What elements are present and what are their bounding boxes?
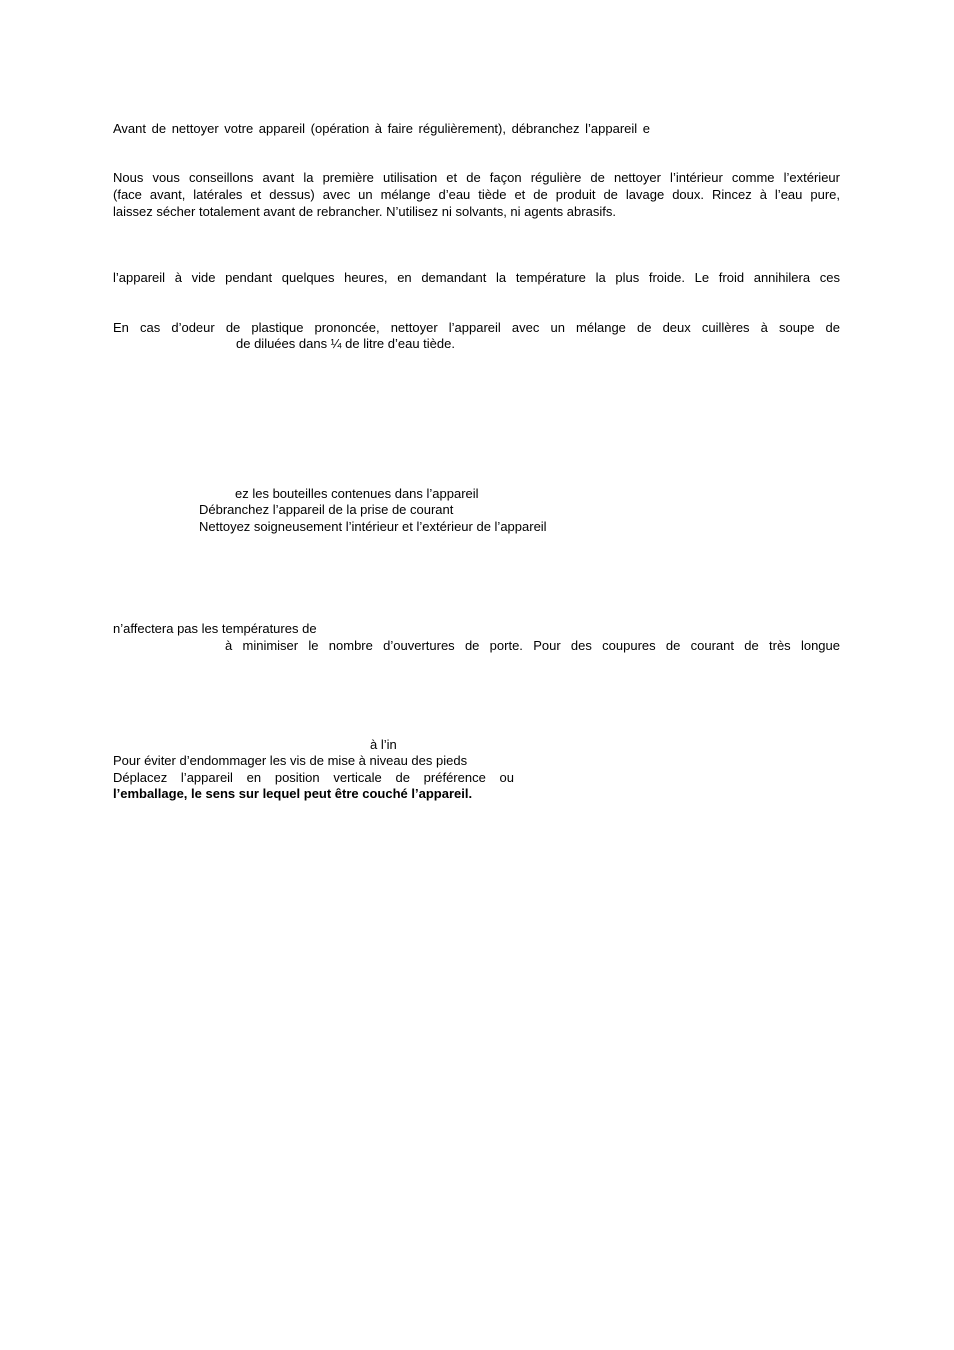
plastic-odor-line-2: de diluées dans ¼ de litre d’eau tiède. (236, 336, 455, 351)
moving-line-3-bold: l’emballage, le sens sur lequel peut être couché l’appareil. (113, 786, 473, 801)
odor-paragraph-line: l’appareil à vide pendant quelques heures, en demandant la température la plus froide. Le froid annihilera ces (113, 270, 840, 285)
absence-step-2: Débranchez l’appareil de la prise de courant (199, 502, 454, 517)
cleaning-paragraph-line-3: laissez sécher totalement avant de rebrancher. N’utilisez ni solvants, ni agents abrasifs. (113, 204, 616, 219)
cleaning-intro: Avant de nettoyer votre appareil (opération à faire régulièrement), débranchez l’appareil e (113, 121, 651, 136)
cleaning-paragraph-line-2: (face avant, latérales et dessus) avec un mélange d’eau tiède et de produit de lavage doux. Rincez à l’eau pure, (113, 187, 840, 202)
moving-fragment: à l’in (370, 737, 397, 752)
absence-step-1: ez les bouteilles contenues dans l’appareil (235, 486, 479, 501)
moving-line-2: Déplacez l’appareil en position verticale de préférence ou (113, 770, 514, 785)
power-cut-line-1: n’affectera pas les températures de (113, 621, 317, 636)
moving-line-1: Pour éviter d’endommager les vis de mise à niveau des pieds (113, 753, 468, 768)
cleaning-paragraph-line-1: Nous vous conseillons avant la première utilisation et de façon régulière de nettoyer l’intérieur comme l’extérieur (113, 170, 840, 185)
absence-step-3: Nettoyez soigneusement l’intérieur et l’extérieur de l’appareil (199, 519, 547, 534)
power-cut-line-2: à minimiser le nombre d’ouvertures de porte. Pour des coupures de courant de très longue (225, 638, 840, 653)
plastic-odor-line-1: En cas d’odeur de plastique prononcée, nettoyer l’appareil avec un mélange de deux cuillères à soupe de (113, 320, 840, 335)
